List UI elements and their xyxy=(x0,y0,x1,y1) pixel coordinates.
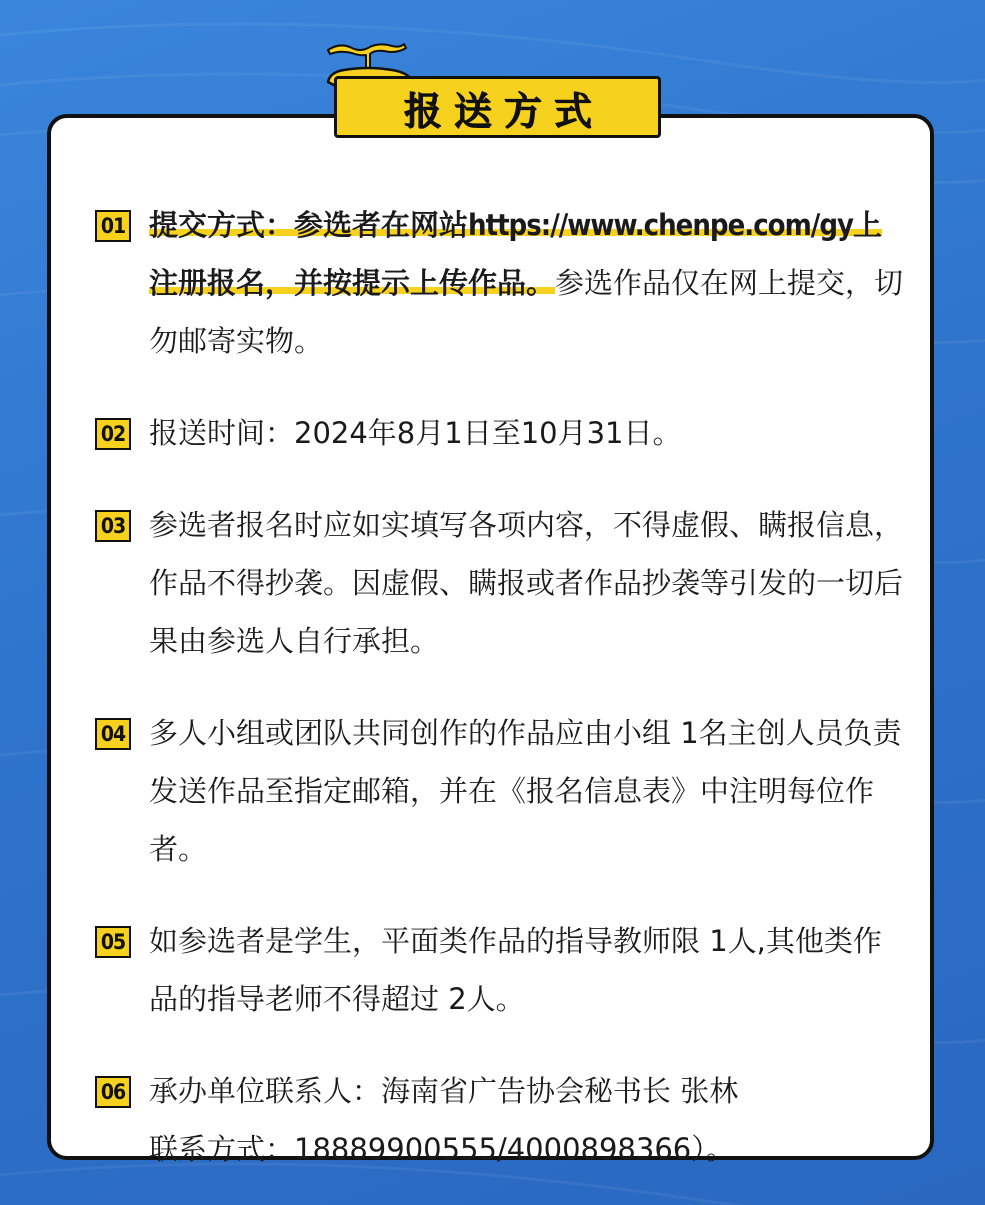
highlight-register: 上注册报名，并按提示上传作品。 xyxy=(149,208,883,300)
rules-list xyxy=(95,196,905,1178)
item-number-badge: 02 xyxy=(95,418,131,450)
item-number-badge: 06 xyxy=(95,1076,131,1108)
list-item xyxy=(95,1062,905,1178)
item-number-badge: 05 xyxy=(95,926,131,958)
page-title: 报送方式 xyxy=(403,88,604,133)
item-text xyxy=(149,196,905,370)
list-item xyxy=(95,496,905,670)
website-link[interactable]: https://www.chenpe.com/gy xyxy=(468,208,854,242)
item-text: 参选者报名时应如实填写各项内容，不得虚假、瞒报信息，作品不得抄袭。因虚假、瞒报或者作品抄袭等引发的一切后果由参选人自行承担。 xyxy=(149,508,904,658)
item-rest-text: 参选作品仅在网上提交，切勿邮寄实物。 xyxy=(149,266,904,358)
item-text: 多人小组或团队共同创作的作品应由小组 1名主创人员负责发送作品至指定邮箱，并在《报名信息表》中注明每位作者。 xyxy=(149,716,902,866)
contact-person: 承办单位联系人：海南省广告协会秘书长 张林 xyxy=(149,1074,739,1108)
item-text: 如参选者是学生，平面类作品的指导教师限 1人,其他类作品的指导老师不得超过 2人。 xyxy=(149,924,882,1016)
item-text: 报送时间：2024年8月1日至10月31日。 xyxy=(149,416,682,450)
list-item xyxy=(95,704,905,878)
list-item xyxy=(95,404,905,462)
contact-info: 联系方式：18889900555/4000898366）。 xyxy=(149,1132,735,1166)
title-box xyxy=(334,76,661,138)
item-number-badge: 04 xyxy=(95,718,131,750)
title-banner xyxy=(320,38,665,142)
highlight-submit-method: 提交方式：参选者在网站 xyxy=(149,208,469,242)
item-text xyxy=(149,1062,905,1178)
list-item xyxy=(95,196,905,370)
list-item xyxy=(95,912,905,1028)
item-number-badge: 03 xyxy=(95,510,131,542)
content-card xyxy=(47,114,934,1166)
item-number-badge: 01 xyxy=(95,210,131,242)
